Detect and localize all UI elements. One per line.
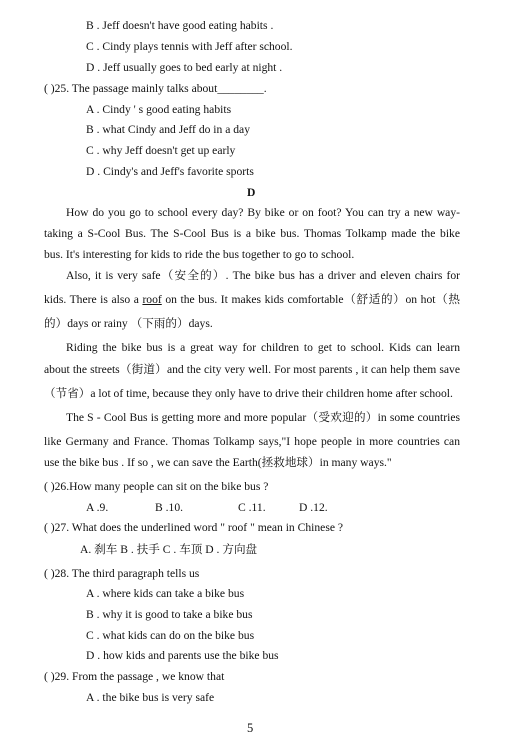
q24-option-c: C . Cindy plays tennis with Jeff after school. <box>86 40 293 53</box>
q28-option-c: C . what kids can do on the bike bus <box>86 629 255 642</box>
q25-option-b: B . what Cindy and Jeff do in a day <box>86 123 251 136</box>
q29-stem: ( )29. From the passage , we know that <box>44 670 225 683</box>
passage-line: bus. It's interesting for kids to ride the bus together to go to school. <box>44 248 355 261</box>
q26-option-c: C .11. <box>238 501 266 514</box>
q27-options: A. 刹车 B . 扶手 C . 车顶 D . 方向盘 <box>80 543 258 556</box>
passage-line: Also, it is very safe（安全的）. The bike bus has a driver and eleven chairs for <box>66 269 460 282</box>
passage-line: kids. There is also a roof on the bus. It makes kids comfortable（舒适的）on hot（热 <box>44 293 460 306</box>
q25-option-d: D . Cindy's and Jeff's favorite sports <box>86 165 254 178</box>
passage-line: How do you go to school every day? By bike or on foot? You can try a new way- <box>66 206 460 219</box>
underlined-word-roof: roof <box>142 293 162 306</box>
q26-stem: ( )26.How many people can sit on the bike bus ? <box>44 480 269 493</box>
passage-line: Riding the bike bus is a great way for children to get to school. Kids can learn <box>66 341 460 354</box>
q26-option-b: B .10. <box>155 501 184 514</box>
section-label: D <box>247 186 256 199</box>
q26-option-d: D .12. <box>299 501 328 514</box>
q24-option-b: B . Jeff doesn't have good eating habits . <box>86 19 274 32</box>
q25-option-a: A . Cindy ' s good eating habits <box>86 103 232 116</box>
q25-stem: ( )25. The passage mainly talks about________. <box>44 82 267 95</box>
passage-line: use the bike bus . If so , we can save the Earth(拯救地球）in many ways." <box>44 456 392 469</box>
q24-option-d: D . Jeff usually goes to bed early at night . <box>86 61 283 74</box>
q27-stem: ( )27. What does the underlined word " roof " mean in Chinese ? <box>44 521 344 534</box>
q28-option-d: D . how kids and parents use the bike bus <box>86 649 279 662</box>
passage-line: The S - Cool Bus is getting more and more popular（受欢迎的）in some countries <box>66 411 460 424</box>
q28-option-b: B . why it is good to take a bike bus <box>86 608 253 621</box>
page-number: 5 <box>247 721 254 735</box>
passage-line: taking a S-Cool Bus. The S-Cool Bus is a bike bus. Thomas Tolkamp made the bike <box>44 227 460 240</box>
passage-line: about the streets（街道）and the city very well. For most parents , it can help them save <box>44 363 460 376</box>
q26-option-a: A .9. <box>86 501 109 514</box>
passage-line: （节省）a lot of time, because they only have to drive their children home after school. <box>44 387 453 400</box>
q28-option-a: A . where kids can take a bike bus <box>86 587 245 600</box>
passage-line: 的）days or rainy （下雨的）days. <box>44 317 213 330</box>
q29-option-a: A . the bike bus is very safe <box>86 691 215 704</box>
q25-option-c: C . why Jeff doesn't get up early <box>86 144 236 157</box>
q28-stem: ( )28. The third paragraph tells us <box>44 567 200 580</box>
passage-line: like Germany and France. Thomas Tolkamp says,"I hope people in more countries can <box>44 435 460 448</box>
